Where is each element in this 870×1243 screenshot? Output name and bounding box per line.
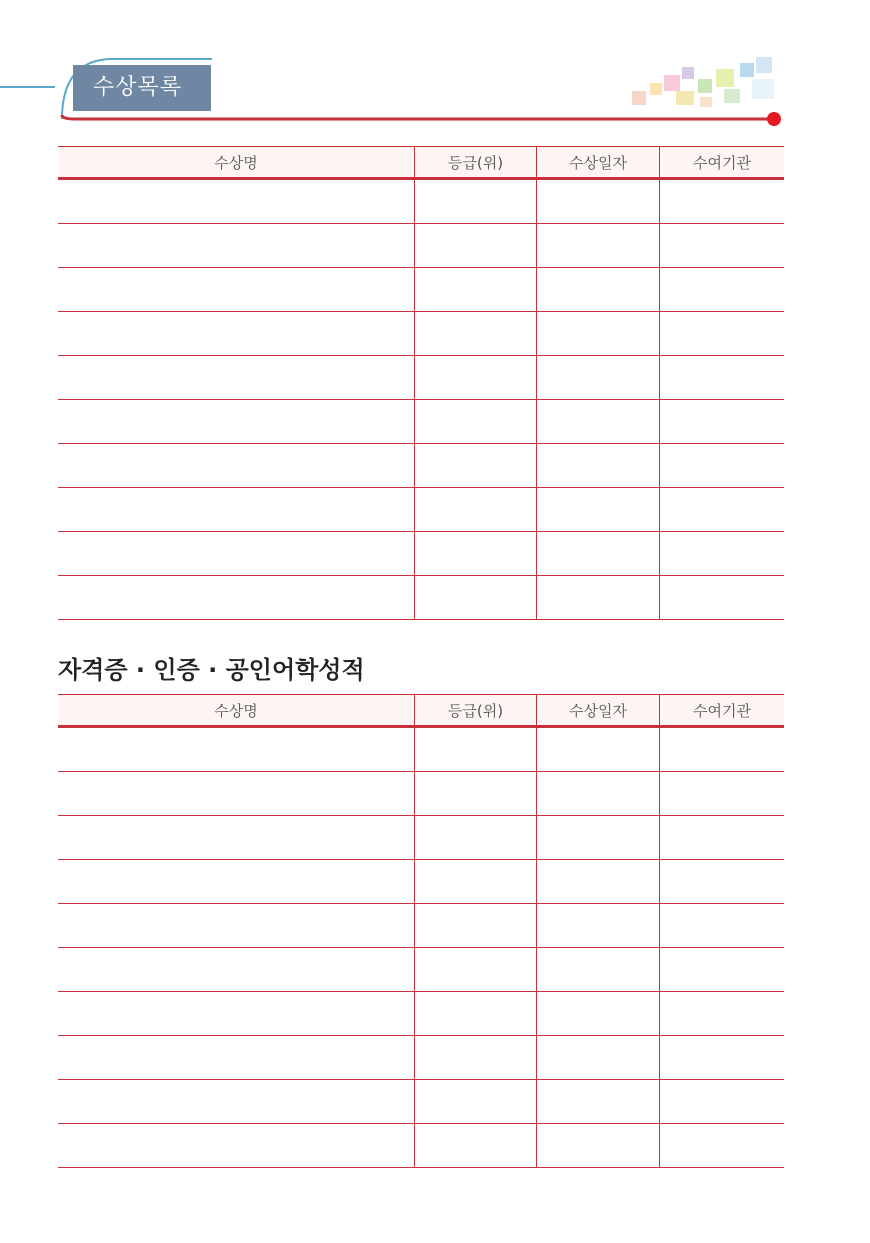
table-cell[interactable] bbox=[660, 532, 785, 576]
table-cell[interactable] bbox=[415, 576, 537, 620]
table-cell[interactable] bbox=[537, 356, 660, 400]
column-header-organization: 수여기관 bbox=[660, 695, 785, 727]
certifications-table-body bbox=[58, 727, 784, 1168]
section-title-certifications: 자격증 · 인증 · 공인어학성적 bbox=[58, 656, 365, 684]
table-row bbox=[58, 1036, 784, 1080]
table-cell[interactable] bbox=[58, 532, 415, 576]
table-cell[interactable] bbox=[537, 179, 660, 224]
table-cell[interactable] bbox=[537, 532, 660, 576]
table-cell[interactable] bbox=[660, 1124, 785, 1168]
table-row bbox=[58, 904, 784, 948]
table-cell[interactable] bbox=[58, 992, 415, 1036]
table-cell[interactable] bbox=[415, 816, 537, 860]
table-cell[interactable] bbox=[415, 400, 537, 444]
table-row bbox=[58, 356, 784, 400]
table-cell[interactable] bbox=[660, 772, 785, 816]
table-cell[interactable] bbox=[58, 268, 415, 312]
table-cell[interactable] bbox=[537, 488, 660, 532]
awards-table-body bbox=[58, 179, 784, 620]
table-cell[interactable] bbox=[415, 444, 537, 488]
table-cell[interactable] bbox=[537, 268, 660, 312]
table-row bbox=[58, 179, 784, 224]
column-header-award-name: 수상명 bbox=[58, 695, 415, 727]
table-cell[interactable] bbox=[58, 772, 415, 816]
table-cell[interactable] bbox=[415, 727, 537, 772]
table-cell[interactable] bbox=[415, 532, 537, 576]
table-cell[interactable] bbox=[58, 356, 415, 400]
table-cell[interactable] bbox=[415, 179, 537, 224]
table-cell[interactable] bbox=[660, 1036, 785, 1080]
table-row bbox=[58, 576, 784, 620]
table-cell[interactable] bbox=[58, 1124, 415, 1168]
table-cell[interactable] bbox=[537, 948, 660, 992]
table-row bbox=[58, 488, 784, 532]
table-row bbox=[58, 532, 784, 576]
column-header-grade: 등급(위) bbox=[415, 695, 537, 727]
table-cell[interactable] bbox=[537, 224, 660, 268]
table-cell[interactable] bbox=[58, 904, 415, 948]
table-header-row bbox=[58, 147, 784, 179]
table-cell[interactable] bbox=[537, 816, 660, 860]
table-cell[interactable] bbox=[660, 400, 785, 444]
table-cell[interactable] bbox=[660, 816, 785, 860]
page-title: 수상목록 bbox=[73, 65, 211, 111]
table-row bbox=[58, 224, 784, 268]
table-cell[interactable] bbox=[415, 772, 537, 816]
table-cell[interactable] bbox=[415, 224, 537, 268]
awards-table bbox=[58, 146, 784, 620]
table-cell[interactable] bbox=[537, 772, 660, 816]
table-cell[interactable] bbox=[415, 312, 537, 356]
table-cell[interactable] bbox=[660, 860, 785, 904]
table-row bbox=[58, 816, 784, 860]
table-row bbox=[58, 727, 784, 772]
table-row bbox=[58, 860, 784, 904]
table-cell[interactable] bbox=[660, 1080, 785, 1124]
table-row bbox=[58, 772, 784, 816]
table-cell[interactable] bbox=[660, 268, 785, 312]
table-cell[interactable] bbox=[58, 860, 415, 904]
table-cell[interactable] bbox=[415, 356, 537, 400]
table-cell[interactable] bbox=[415, 1036, 537, 1080]
column-header-date: 수상일자 bbox=[537, 695, 660, 727]
table-cell[interactable] bbox=[537, 1036, 660, 1080]
table-cell[interactable] bbox=[660, 444, 785, 488]
table-row bbox=[58, 444, 784, 488]
table-cell[interactable] bbox=[537, 1080, 660, 1124]
column-header-date: 수상일자 bbox=[537, 147, 660, 179]
table-cell[interactable] bbox=[660, 179, 785, 224]
column-header-organization: 수여기관 bbox=[660, 147, 785, 179]
table-row bbox=[58, 948, 784, 992]
table-cell[interactable] bbox=[660, 576, 785, 620]
mosaic-icon bbox=[632, 57, 774, 107]
table-cell[interactable] bbox=[537, 1124, 660, 1168]
table-row bbox=[58, 312, 784, 356]
table-cell[interactable] bbox=[58, 312, 415, 356]
table-cell[interactable] bbox=[537, 904, 660, 948]
table-cell[interactable] bbox=[415, 992, 537, 1036]
table-cell[interactable] bbox=[58, 179, 415, 224]
table-cell[interactable] bbox=[660, 224, 785, 268]
table-cell[interactable] bbox=[58, 816, 415, 860]
table-cell[interactable] bbox=[58, 444, 415, 488]
table-cell[interactable] bbox=[660, 356, 785, 400]
table-cell[interactable] bbox=[415, 488, 537, 532]
table-cell[interactable] bbox=[58, 1080, 415, 1124]
column-header-award-name: 수상명 bbox=[58, 147, 415, 179]
table-cell[interactable] bbox=[660, 488, 785, 532]
table-header-row bbox=[58, 695, 784, 727]
table-row bbox=[58, 1080, 784, 1124]
table-cell[interactable] bbox=[660, 992, 785, 1036]
table-cell[interactable] bbox=[58, 948, 415, 992]
page-header bbox=[0, 55, 790, 130]
table-cell[interactable] bbox=[58, 400, 415, 444]
table-cell[interactable] bbox=[58, 576, 415, 620]
table-cell[interactable] bbox=[537, 312, 660, 356]
table-cell[interactable] bbox=[58, 727, 415, 772]
table-cell[interactable] bbox=[660, 904, 785, 948]
table-cell[interactable] bbox=[415, 1124, 537, 1168]
table-cell[interactable] bbox=[415, 1080, 537, 1124]
table-cell[interactable] bbox=[537, 400, 660, 444]
table-row bbox=[58, 268, 784, 312]
table-cell[interactable] bbox=[537, 727, 660, 772]
table-cell[interactable] bbox=[660, 948, 785, 992]
table-cell[interactable] bbox=[58, 224, 415, 268]
column-header-grade: 등급(위) bbox=[415, 147, 537, 179]
table-cell[interactable] bbox=[660, 312, 785, 356]
table-cell[interactable] bbox=[58, 488, 415, 532]
table-cell[interactable] bbox=[537, 992, 660, 1036]
table-cell[interactable] bbox=[415, 904, 537, 948]
table-row bbox=[58, 400, 784, 444]
table-cell[interactable] bbox=[537, 576, 660, 620]
table-cell[interactable] bbox=[537, 444, 660, 488]
table-cell[interactable] bbox=[660, 727, 785, 772]
certifications-table bbox=[58, 694, 784, 1168]
table-row bbox=[58, 992, 784, 1036]
table-cell[interactable] bbox=[415, 948, 537, 992]
table-cell[interactable] bbox=[415, 268, 537, 312]
table-row bbox=[58, 1124, 784, 1168]
table-cell[interactable] bbox=[58, 1036, 415, 1080]
table-cell[interactable] bbox=[415, 860, 537, 904]
table-cell[interactable] bbox=[537, 860, 660, 904]
